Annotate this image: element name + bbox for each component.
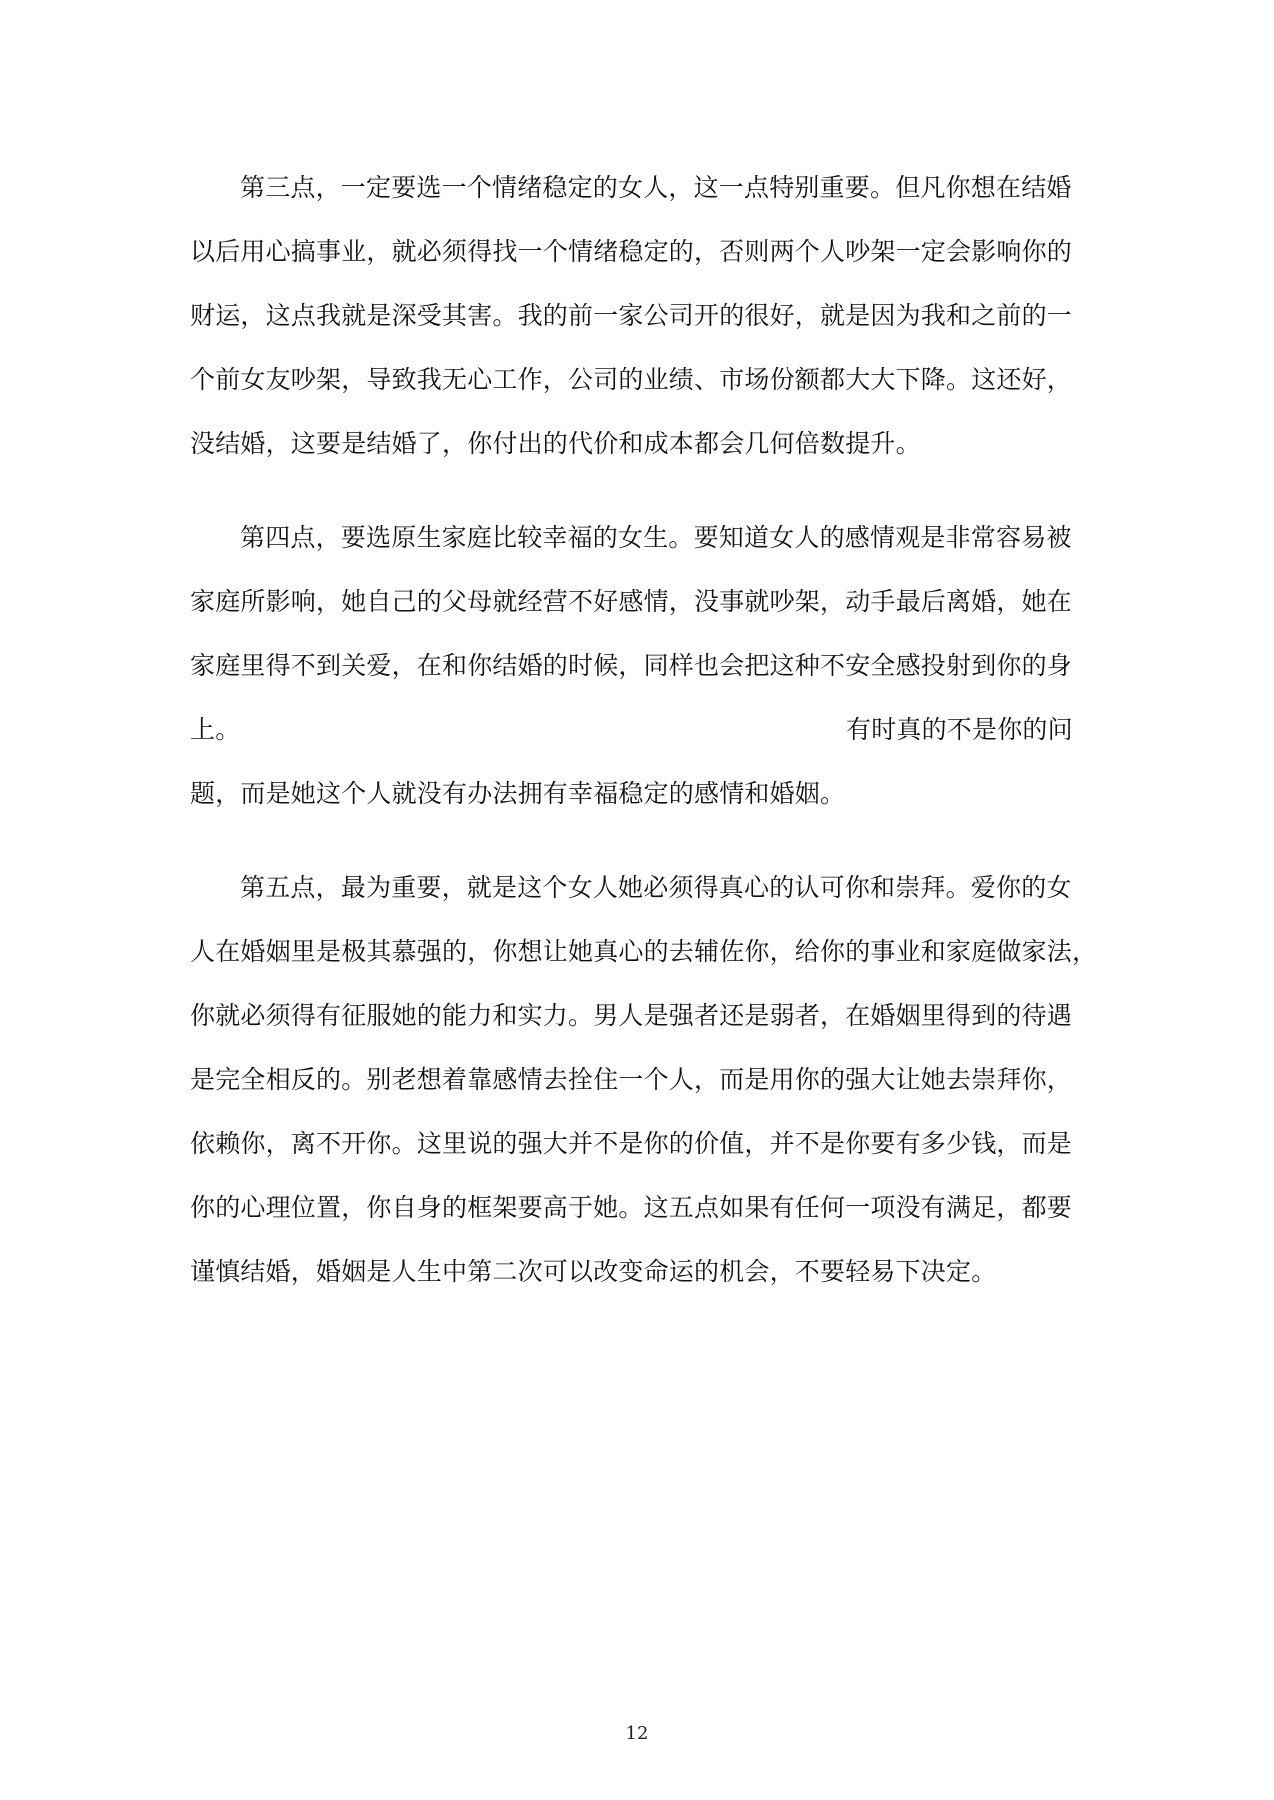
paragraph-line: 题，而是她这个人就没有办法拥有幸福稳定的感情和婚姻。 — [190, 779, 846, 808]
paragraph-line: 没结婚，这要是结婚了，你付出的代价和成本都会几何倍数提升。 — [190, 429, 921, 458]
paragraph-line: 家庭所影响，她自己的父母就经营不好感情，没事就吵架，动手最后离婚，她在 — [190, 587, 1073, 616]
paragraph-point-five — [190, 856, 1096, 1304]
paragraph-line: 以后用心搞事业，就必须得找一个情绪稳定的，否则两个人吵架一定会影响你的 — [190, 237, 1073, 266]
page-number: 12 — [625, 1723, 649, 1744]
paragraph-point-four — [190, 506, 1096, 826]
paragraph-line-head: 上。 — [190, 715, 241, 744]
paragraph-line: 家庭里得不到关爱，在和你结婚的时候，同样也会把这种不安全感投射到你的身 — [190, 651, 1073, 680]
paragraph-line: 谨慎结婚，婚姻是人生中第二次可以改变命运的机会，不要轻易下决定。 — [190, 1257, 997, 1286]
paragraph-line: 依赖你，离不开你。这里说的强大并不是你的价值，并不是你要有多少钱，而是 — [190, 1129, 1073, 1158]
paragraph-line-with-gap — [190, 698, 1096, 762]
paragraph-line: 第四点，要选原生家庭比较幸福的女生。要知道女人的感情观是非常容易被 — [240, 523, 1072, 552]
paragraph-line: 人在婚姻里是极其慕强的，你想让她真心的去辅佐你，给你的事业和家庭做家法， — [190, 937, 1098, 966]
paragraph-line: 你的心理位置，你自身的框架要高于她。这五点如果有任何一项没有满足，都要 — [190, 1193, 1073, 1222]
paragraph-line: 你就必须得有征服她的能力和实力。男人是强者还是弱者，在婚姻里得到的待遇 — [190, 1001, 1073, 1030]
paragraph-line: 财运，这点我就是深受其害。我的前一家公司开的很好，就是因为我和之前的一 — [190, 301, 1073, 330]
paragraph-line: 第五点，最为重要，就是这个女人她必须得真心的认可你和崇拜。爱你的女 — [240, 873, 1072, 902]
paragraph-line: 第三点，一定要选一个情绪稳定的女人，这一点特别重要。但凡你想在结婚 — [240, 173, 1072, 202]
paragraph-line-tail: 有时真的不是你的问 — [846, 715, 1073, 744]
paragraph-line: 是完全相反的。别老想着靠感情去拴住一个人，而是用你的强大让她去崇拜你， — [190, 1065, 1073, 1094]
paragraph-line: 个前女友吵架，导致我无心工作，公司的业绩、市场份额都大大下降。这还好， — [190, 365, 1073, 394]
paragraph-point-three — [190, 156, 1096, 476]
